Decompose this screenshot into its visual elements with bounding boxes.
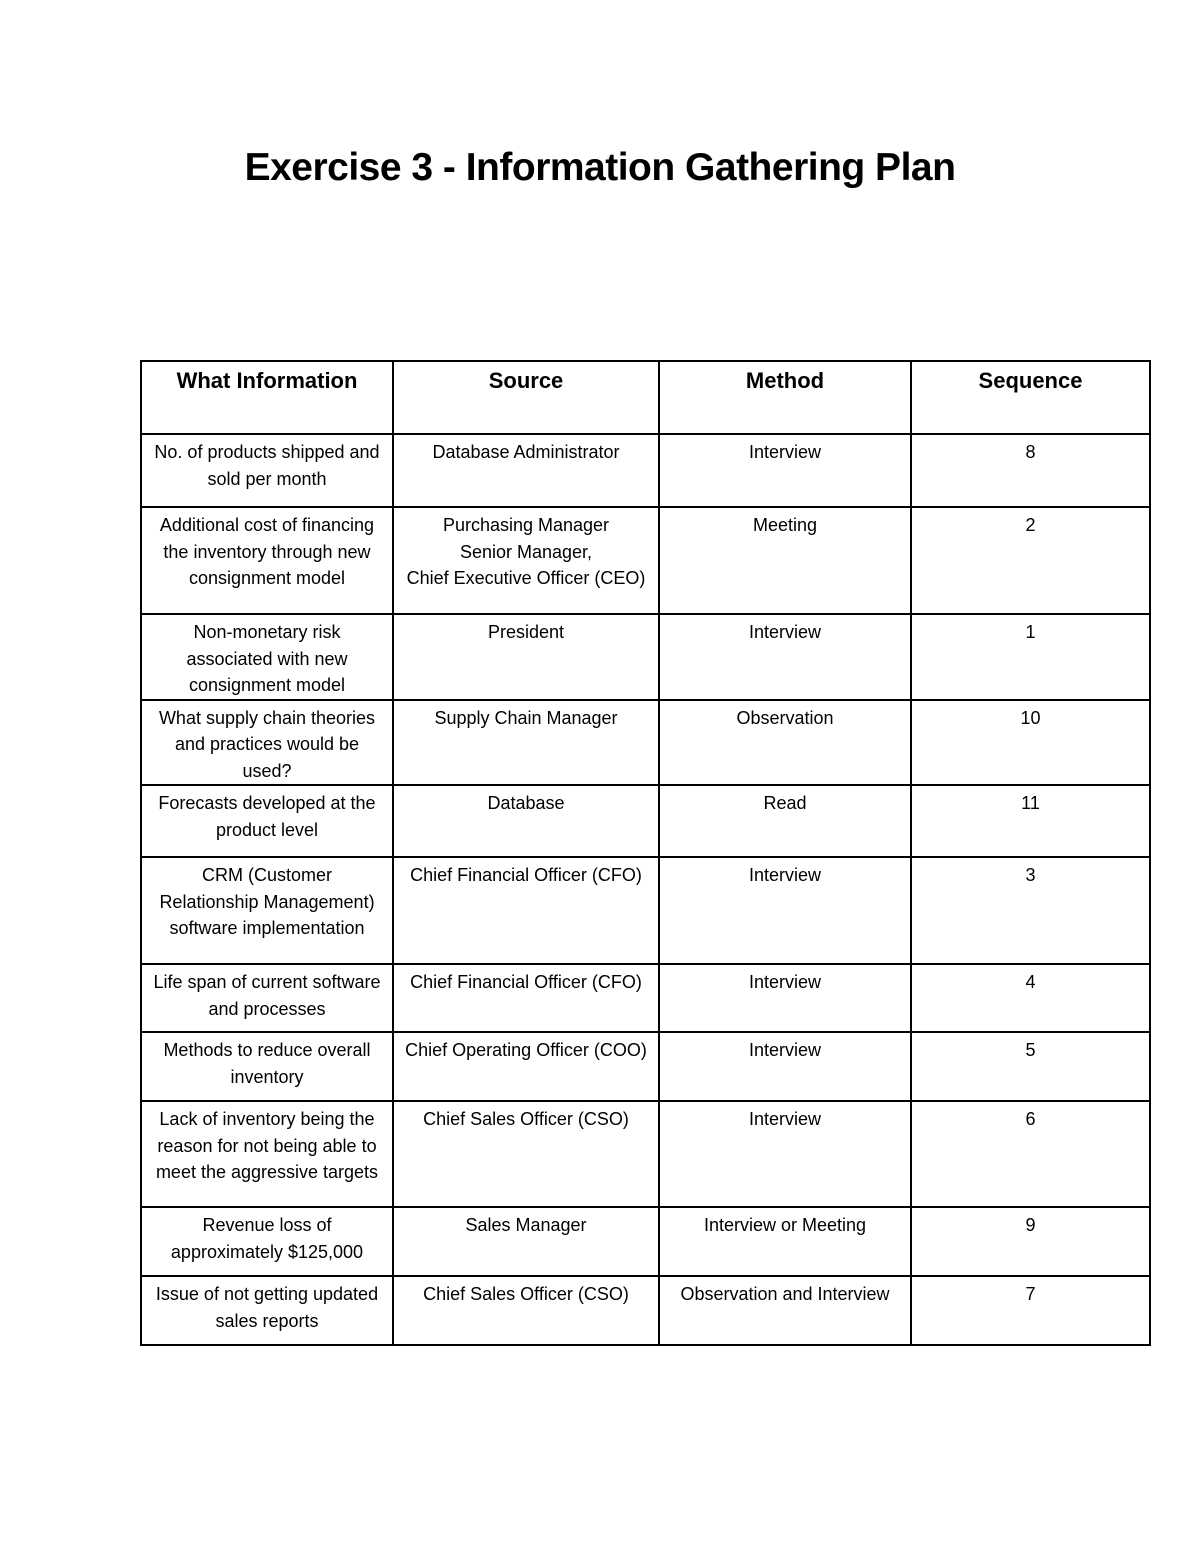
cell-info: Additional cost of financing the inventory through new consignment model — [141, 507, 393, 614]
cell-source — [393, 434, 659, 507]
table-row — [141, 1101, 1150, 1207]
cell-info: Forecasts developed at the product level — [141, 785, 393, 857]
cell-source — [393, 700, 659, 786]
cell-sequence: 4 — [911, 964, 1150, 1032]
source-line: Senior Manager, — [459, 541, 593, 562]
cell-method: Interview — [659, 1032, 911, 1101]
cell-sequence: 11 — [911, 785, 1150, 857]
cell-method: Observation — [659, 700, 911, 786]
cell-method: Read — [659, 785, 911, 857]
source-line: Chief Sales Officer (CSO) — [423, 1109, 629, 1129]
cell-info: Life span of current software and processes — [141, 964, 393, 1032]
table-row — [141, 1207, 1150, 1276]
cell-method: Interview or Meeting — [659, 1207, 911, 1276]
cell-sequence: 3 — [911, 857, 1150, 964]
cell-method: Meeting — [659, 507, 911, 614]
header-source: Source — [393, 361, 659, 434]
cell-method: Interview — [659, 614, 911, 700]
cell-info: Non-monetary risk associated with new consignment model — [141, 614, 393, 700]
cell-info: Lack of inventory being the reason for not being able to meet the aggressive targets — [141, 1101, 393, 1207]
table-row — [141, 964, 1150, 1032]
table-row — [141, 507, 1150, 614]
page-title: Exercise 3 - Information Gathering Plan — [244, 146, 956, 189]
cell-sequence: 6 — [911, 1101, 1150, 1207]
source-line: Supply Chain Manager — [434, 707, 618, 728]
cell-source — [393, 964, 659, 1032]
table-row — [141, 1032, 1150, 1101]
cell-method: Interview — [659, 1101, 911, 1207]
cell-source — [393, 1032, 659, 1101]
source-line: Chief Operating Officer (COO) — [405, 1040, 647, 1060]
cell-source — [393, 507, 659, 614]
cell-method: Interview — [659, 434, 911, 507]
cell-info: CRM (Customer Relationship Management) software implementation — [141, 857, 393, 964]
cell-info: What supply chain theories and practices would be used? — [141, 700, 393, 786]
cell-sequence: 7 — [911, 1276, 1150, 1345]
header-what-information: What Information — [141, 361, 393, 434]
cell-method: Interview — [659, 964, 911, 1032]
header-sequence: Sequence — [911, 361, 1150, 434]
source-line: Purchasing Manager — [442, 515, 610, 535]
cell-sequence: 2 — [911, 507, 1150, 614]
source-line: Database Administrator — [432, 442, 620, 462]
cell-sequence: 8 — [911, 434, 1150, 507]
table-row — [141, 700, 1150, 786]
table-row — [141, 434, 1150, 507]
cell-info: Issue of not getting updated sales reports — [141, 1276, 393, 1345]
cell-method: Interview — [659, 857, 911, 964]
cell-source — [393, 1207, 659, 1276]
table-row — [141, 857, 1150, 964]
source-line: Chief Sales Officer (CSO) — [423, 1284, 629, 1304]
source-line: Chief Financial Officer (CFO) — [410, 865, 642, 885]
cell-info: Revenue loss of approximately $125,000 — [141, 1207, 393, 1276]
source-line: Database — [487, 793, 565, 813]
cell-source — [393, 1101, 659, 1207]
table-row — [141, 1276, 1150, 1345]
cell-info: Methods to reduce overall inventory — [141, 1032, 393, 1101]
table-header-row — [141, 361, 1150, 434]
source-line: Chief Financial Officer (CFO) — [410, 972, 642, 992]
cell-source — [393, 614, 659, 700]
cell-sequence: 1 — [911, 614, 1150, 700]
cell-source — [393, 1276, 659, 1345]
table-row — [141, 785, 1150, 857]
cell-info: No. of products shipped and sold per month — [141, 434, 393, 507]
cell-method: Observation and Interview — [659, 1276, 911, 1345]
header-method: Method — [659, 361, 911, 434]
source-line: Sales Manager — [465, 1215, 587, 1235]
table-row — [141, 614, 1150, 700]
cell-source — [393, 857, 659, 964]
cell-sequence: 9 — [911, 1207, 1150, 1276]
cell-source — [393, 785, 659, 857]
source-line: President — [487, 622, 565, 642]
cell-sequence: 5 — [911, 1032, 1150, 1101]
information-gathering-table — [140, 360, 1151, 1346]
cell-sequence: 10 — [911, 700, 1150, 786]
source-line: Chief Executive Officer (CEO) — [406, 568, 646, 588]
